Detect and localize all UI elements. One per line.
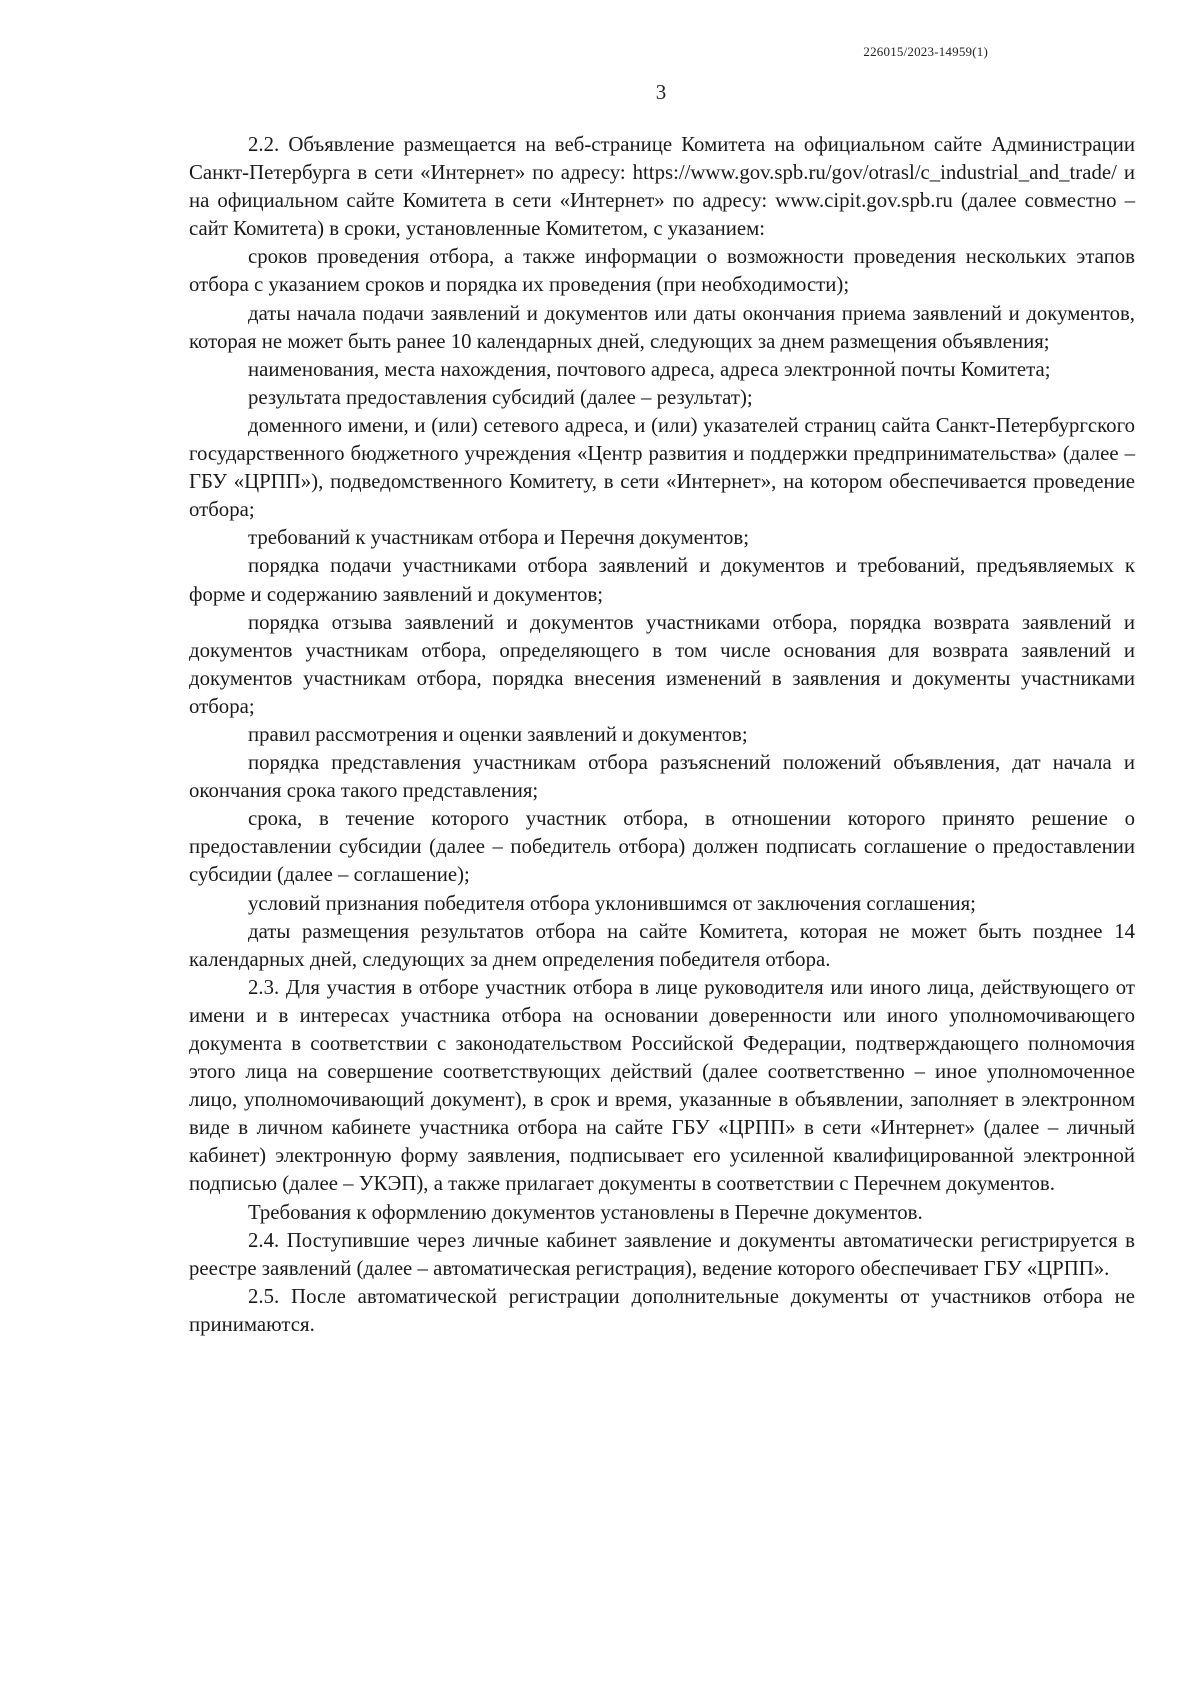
paragraph-2-3: 2.3. Для участия в отборе участник отбора в лице руководителя или иного лица, действующего от имени и в интересах участника отбора на основании доверенности или иного уполномочивающего документа в соответствии с законодательством Российской Федерации, подтверждающего полномочия этого лица на совершение соответствующих действий (далее соответственно – иное уполномоченное лицо, уполномочивающий документ), в срок и время, указанные в объявлении, заполняет в электронном виде в личном кабинете участника отбора на сайте ГБУ «ЦРПП» в сети «Интернет» (далее – личный кабинет) электронную форму заявления, подписывает его усиленной квалифицированной электронной подписью (далее – УКЭП), а также прилагает документы в соответствии с Перечнем документов. <box>189 975 1135 1196</box>
document-registration-number: 226015/2023-14959(1) <box>863 44 988 59</box>
list-item-evaluation-rules: правил рассмотрения и оценки заявлений и документов; <box>248 722 748 746</box>
list-item-withdrawal-procedure: порядка отзыва заявлений и документов участниками отбора, порядка возврата заявлений и документов участникам отбора, определяющего в том числе основания для возврата заявлений и документов участникам отбора, порядка внесения изменений в заявления и документы участниками отбора; <box>189 610 1135 718</box>
paragraph-2-4: 2.4. Поступившие через личные кабинет заявление и документы автоматически регистрируется в реестре заявлений (далее – автоматическая регистрация), ведение которого обеспечивает ГБУ «ЦРПП». <box>189 1228 1135 1280</box>
list-item-evasion-conditions: условий признания победителя отбора уклонившимся от заключения соглашения; <box>248 891 976 915</box>
list-item-submission-procedure: порядка подачи участниками отбора заявлений и документов и требований, предъявляемых к форме и содержанию заявлений и документов; <box>189 554 1135 606</box>
list-item-results-publication: даты размещения результатов отбора на сайте Комитета, которая не может быть позднее 14 календарных дней, следующих за днем определения победителя отбора. <box>189 919 1135 971</box>
list-item-agreement-deadline: срока, в течение которого участник отбора, в отношении которого принято решение о предоставлении субсидии (далее – победитель отбора) должен подписать соглашение о предоставлении субсидии (далее – соглашение); <box>189 807 1135 887</box>
list-item-committee-contacts: наименования, места нахождения, почтового адреса, адреса электронной почты Комитета; <box>248 357 1051 381</box>
paragraph-2-5: 2.5. После автоматической регистрации дополнительные документы от участников отбора не принимаются. <box>189 1284 1135 1336</box>
list-item-selection-terms: сроков проведения отбора, а также информации о возможности проведения нескольких этапов отбора с указанием сроков и порядка их проведения (при необходимости); <box>189 245 1135 297</box>
page-number: 3 <box>655 80 667 104</box>
list-item-application-dates: даты начала подачи заявлений и документов или даты окончания приема заявлений и документов, которая не может быть ранее 10 календарных дней, следующих за днем размещения объявления; <box>189 301 1135 353</box>
list-item-subsidy-result: результата предоставления субсидий (далее – результат); <box>248 385 753 409</box>
document-body <box>189 131 1135 1339</box>
list-item-domain-name: доменного имени, и (или) сетевого адреса, и (или) указателей страниц сайта Санкт-Петербургского государственного бюджетного учреждения «Центр развития и поддержки предпринимательства» (далее – ГБУ «ЦРПП»), подведомственного Комитету, в сети «Интернет», на котором обеспечивается проведение отбора; <box>189 413 1135 522</box>
list-item-participant-requirements: требований к участникам отбора и Перечня документов; <box>248 526 749 550</box>
paragraph-document-requirements: Требования к оформлению документов установлены в Перечне документов. <box>248 1200 923 1224</box>
list-item-clarifications: порядка представления участникам отбора разъяснений положений объявления, дат начала и окончания срока такого представления; <box>189 751 1135 803</box>
paragraph-2-2: 2.2. Объявление размещается на веб-странице Комитета на официальном сайте Администрации Санкт-Петербурга в сети «Интернет» по адресу: https://www.gov.spb.ru/gov/otrasl/c_industrial_and_trade/ и на официальном сайте Комитета в сети «Интернет» по адресу: www.cipit.gov.spb.ru (далее совместно – сайт Комитета) в сроки, установленные Комитетом, с указанием: <box>189 133 1135 241</box>
